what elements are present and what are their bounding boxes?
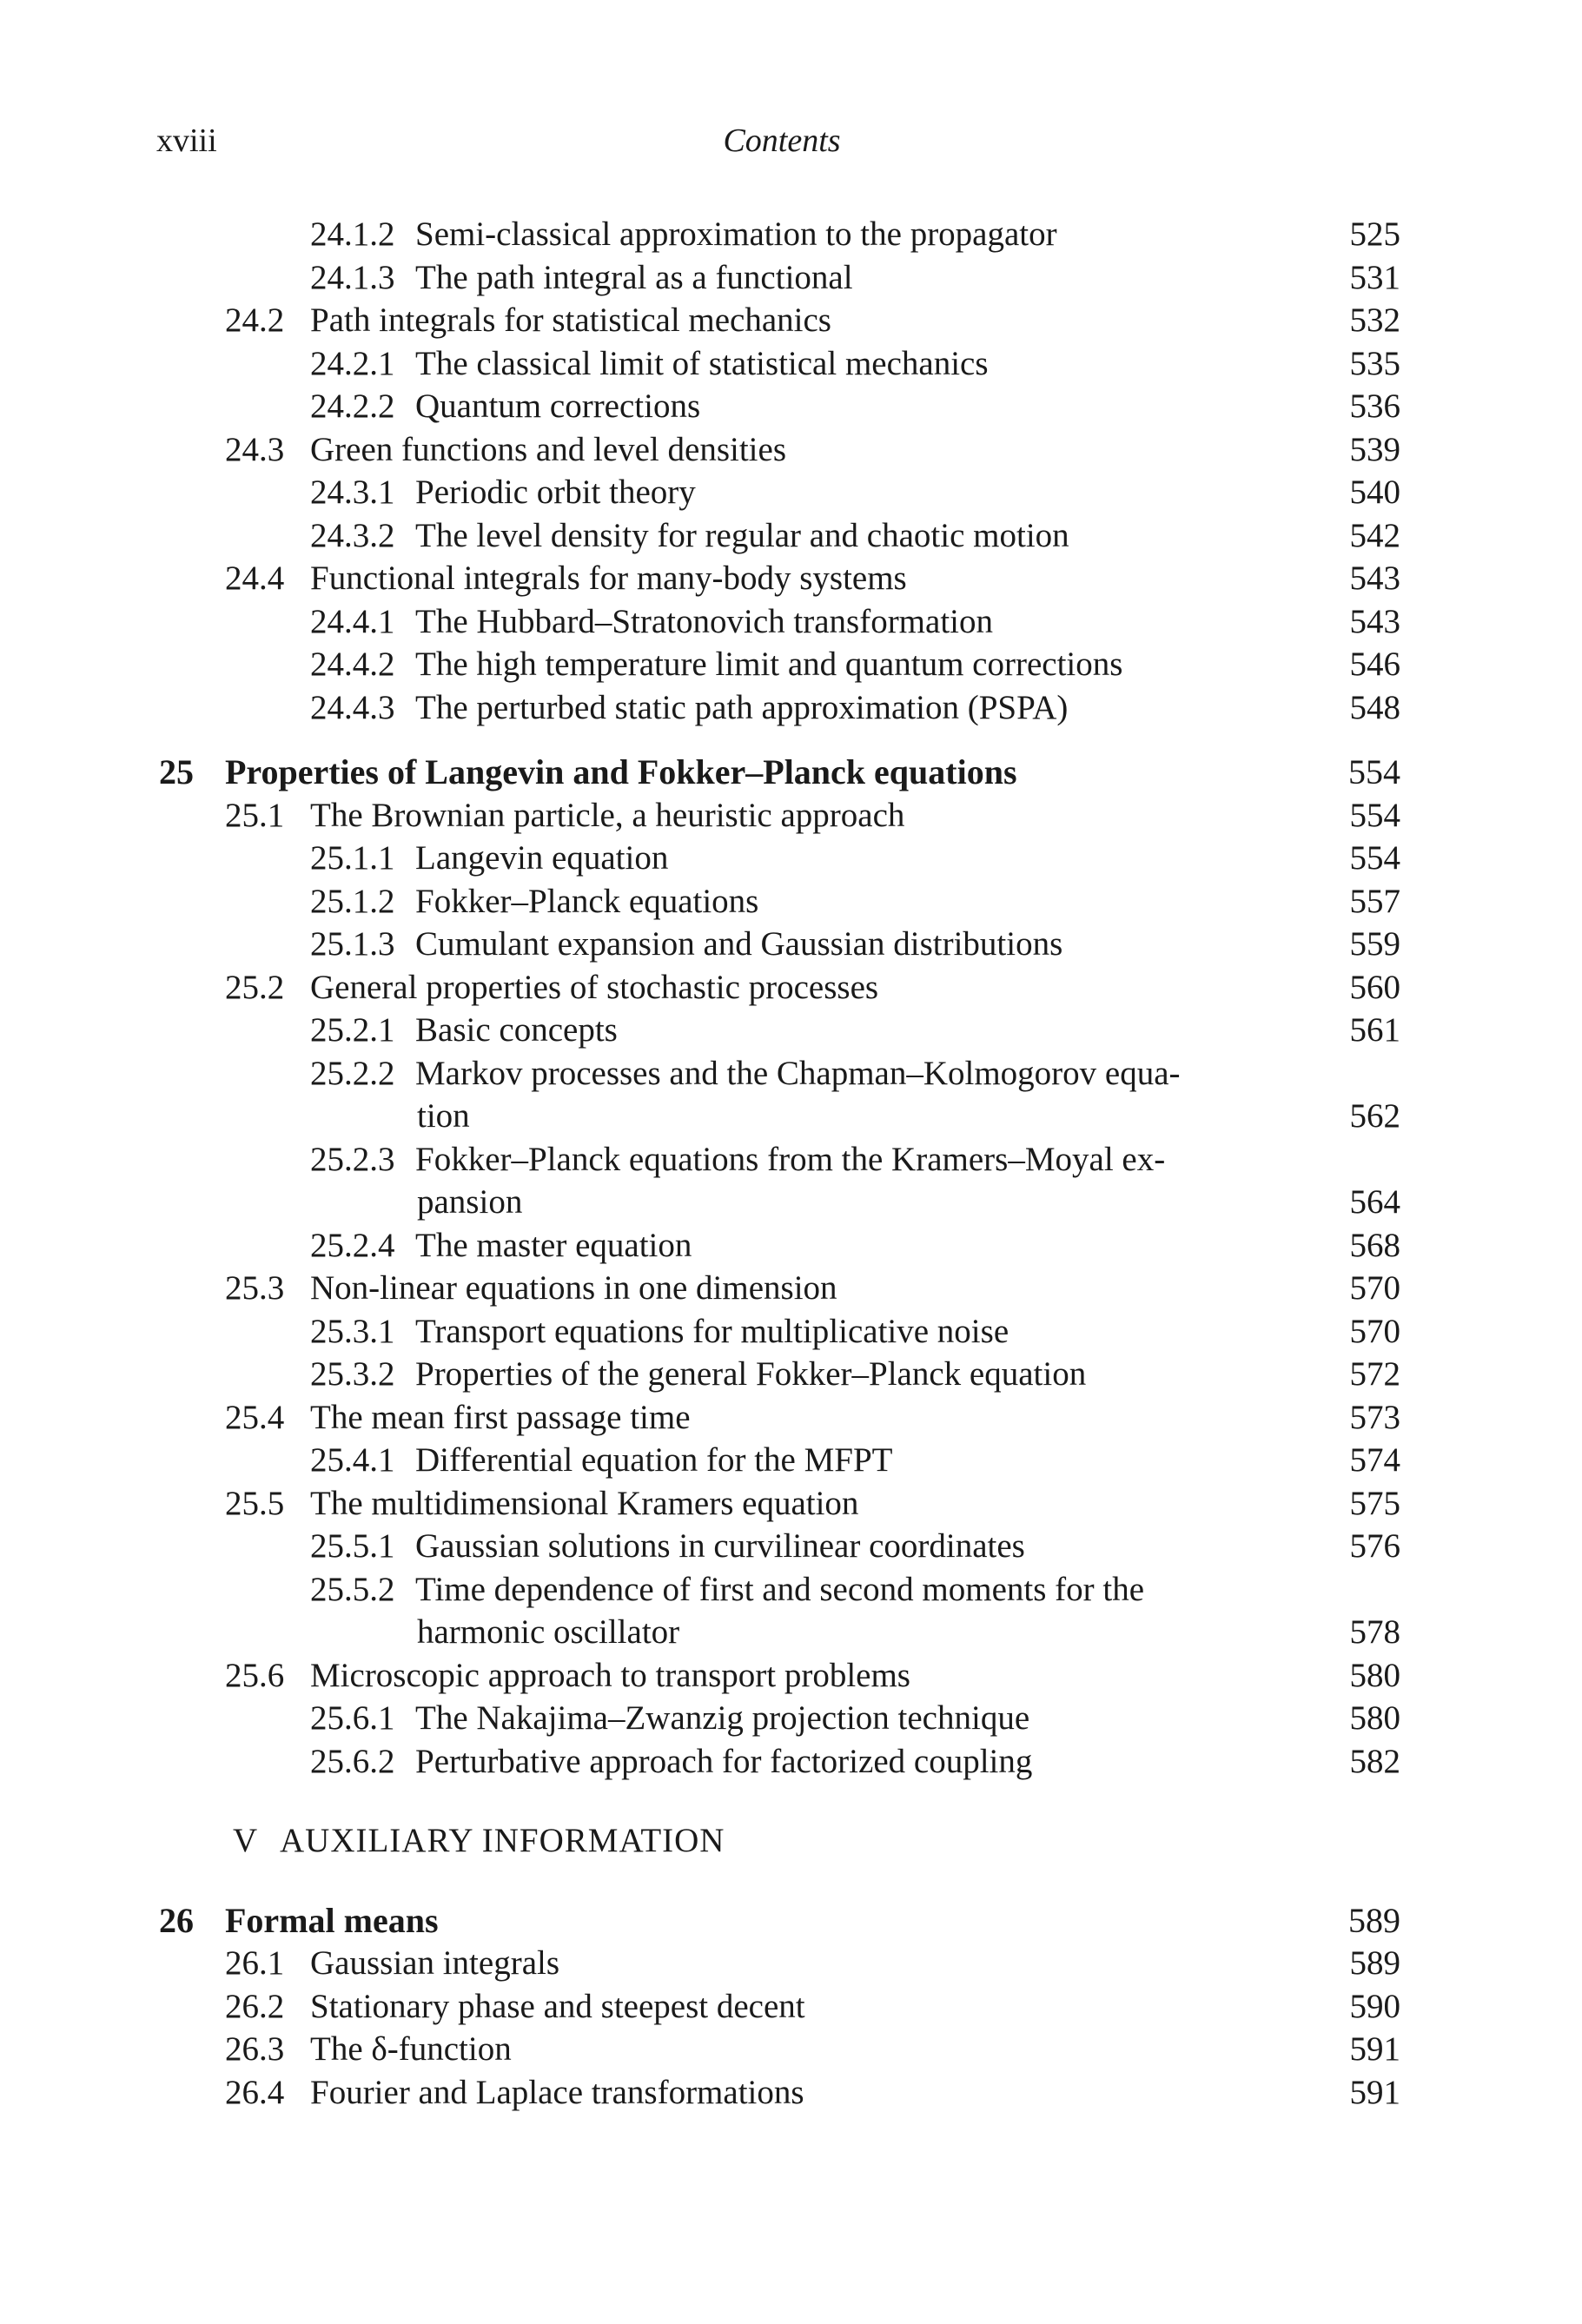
- toc-entry-number: 24.4.2: [310, 646, 395, 683]
- toc-entry[interactable]: [156, 256, 1407, 300]
- spacer: [156, 729, 1407, 751]
- toc-entry[interactable]: [156, 514, 1407, 558]
- toc-entry-title: The δ-function: [310, 2030, 512, 2068]
- toc-entry-number: 24.4: [225, 559, 285, 597]
- toc-entry-number: 24.3.1: [310, 473, 395, 511]
- toc-entry-number: 25.5.1: [310, 1527, 395, 1565]
- toc-entry-page: 543: [1349, 602, 1400, 640]
- toc-entry-title: Green functions and level densities: [310, 430, 786, 468]
- toc-entry-title: Semi-classical approximation to the propagator: [415, 215, 1057, 253]
- toc-entry-continuation[interactable]: [156, 1181, 1407, 1224]
- toc-entry-title: pansion: [417, 1183, 523, 1221]
- toc-entry-title: Fokker–Planck equations: [415, 882, 759, 920]
- toc-entry-title: Microscopic approach to transport problems: [310, 1656, 910, 1694]
- toc-entry-number: 24.3: [225, 430, 285, 468]
- toc-entry-title: Transport equations for multiplicative noise: [415, 1312, 1009, 1350]
- toc-entry-page: 554: [1349, 796, 1400, 834]
- toc-entry-page: 536: [1349, 387, 1400, 425]
- toc-entry-page: 554: [1349, 839, 1400, 877]
- toc-entry-page: 543: [1349, 559, 1400, 597]
- part-number: V: [233, 1822, 258, 1859]
- toc-entry-title: The mean first passage time: [310, 1398, 691, 1436]
- toc-entry[interactable]: [156, 1353, 1407, 1396]
- toc-entry[interactable]: [156, 2028, 1407, 2071]
- toc-entry-number: 25.6.2: [310, 1742, 395, 1780]
- toc-entry-number: 26.1: [225, 1944, 285, 1982]
- toc-entry-page: 590: [1349, 1987, 1400, 2025]
- toc-entry-title: Stationary phase and steepest decent: [310, 1987, 805, 2025]
- toc-entry-title: The Nakajima–Zwanzig projection technique: [415, 1699, 1030, 1737]
- toc-entry-page: 570: [1349, 1269, 1400, 1307]
- chapter-page: 589: [1348, 1900, 1400, 1940]
- toc-entry[interactable]: [156, 837, 1407, 880]
- running-title: Contents: [723, 122, 841, 159]
- toc-entry[interactable]: [156, 643, 1407, 686]
- toc-entry-title: The Hubbard–Stratonovich transformation: [415, 602, 993, 640]
- toc-entry-page: 560: [1349, 968, 1400, 1006]
- toc-entry-number: 25.1.1: [310, 839, 395, 877]
- toc-chapter-26[interactable]: [156, 1899, 1407, 1943]
- toc-entry-number: 25.5.2: [310, 1570, 395, 1608]
- toc-entry-title: Path integrals for statistical mechanics: [310, 301, 831, 339]
- toc-entry[interactable]: [156, 966, 1407, 1010]
- toc-entry[interactable]: [156, 600, 1407, 644]
- toc-entry-page: 559: [1349, 925, 1400, 963]
- toc-entry-page: 525: [1349, 215, 1400, 253]
- toc-entry-number: 24.2: [225, 301, 285, 339]
- toc-entry-page: 568: [1349, 1226, 1400, 1264]
- toc-entry-number: 26.4: [225, 2073, 285, 2111]
- toc-entry[interactable]: [156, 1568, 1407, 1612]
- toc-entry-title: Gaussian solutions in curvilinear coordinates: [415, 1527, 1025, 1565]
- toc-entry[interactable]: [156, 1654, 1407, 1698]
- toc-entry[interactable]: [156, 880, 1407, 924]
- toc-entry[interactable]: [156, 1396, 1407, 1440]
- toc-entry-page: 578: [1349, 1613, 1400, 1651]
- toc-entry-title: General properties of stochastic processes: [310, 968, 879, 1006]
- toc-entry-title: Quantum corrections: [415, 387, 701, 425]
- toc-entry-title: Fokker–Planck equations from the Kramers–Moyal ex-: [415, 1140, 1166, 1178]
- toc-entry-number: 24.4.3: [310, 688, 395, 726]
- toc-entry-number: 24.4.1: [310, 602, 395, 640]
- toc-entry[interactable]: [156, 686, 1407, 730]
- toc-entry-page: 575: [1349, 1484, 1400, 1522]
- table-of-contents: [156, 213, 1407, 2114]
- chapter-number: 26: [159, 1900, 194, 1940]
- toc-entry-number: 24.3.2: [310, 516, 395, 554]
- chapter-page: 554: [1348, 752, 1400, 791]
- toc-entry-number: 24.2.2: [310, 387, 395, 425]
- toc-entry-title: The multidimensional Kramers equation: [310, 1484, 859, 1522]
- toc-entry-page: 591: [1349, 2073, 1400, 2111]
- toc-entry-title: Functional integrals for many-body systems: [310, 559, 907, 597]
- toc-entry-page: 561: [1349, 1011, 1400, 1049]
- toc-entry-page: 562: [1349, 1097, 1400, 1135]
- toc-part-heading[interactable]: [156, 1819, 1407, 1863]
- toc-entry[interactable]: [156, 1525, 1407, 1568]
- toc-entry-number: 25.6: [225, 1656, 285, 1694]
- toc-entry-title: Non-linear equations in one dimension: [310, 1269, 837, 1307]
- toc-entry-number: 25.2.2: [310, 1054, 395, 1092]
- toc-entry-title: The classical limit of statistical mechanics: [415, 344, 989, 382]
- toc-entry[interactable]: [156, 428, 1407, 472]
- chapter-title: Formal means: [225, 1900, 439, 1940]
- toc-entry-number: 25.2.3: [310, 1140, 395, 1178]
- toc-entry-title: Markov processes and the Chapman–Kolmogorov equa-: [415, 1054, 1181, 1092]
- toc-entry-title: Perturbative approach for factorized coupling: [415, 1742, 1033, 1780]
- toc-entry-page: 576: [1349, 1527, 1400, 1565]
- spacer: [156, 1783, 1407, 1819]
- toc-entry-continuation[interactable]: [156, 1611, 1407, 1654]
- toc-entry-number: 24.2.1: [310, 344, 395, 382]
- toc-entry-number: 25.2: [225, 968, 285, 1006]
- toc-entry-number: 25.2.4: [310, 1226, 395, 1264]
- toc-entry-number: 25.1.2: [310, 882, 395, 920]
- toc-entry-number: 25.3: [225, 1269, 285, 1307]
- toc-entry[interactable]: [156, 299, 1407, 342]
- toc-entry[interactable]: [156, 557, 1407, 600]
- toc-entry-number: 25.2.1: [310, 1011, 395, 1049]
- toc-entry[interactable]: [156, 1310, 1407, 1354]
- toc-entry-number: 25.1.3: [310, 925, 395, 963]
- toc-entry-title: tion: [417, 1097, 470, 1135]
- toc-entry-number: 25.1: [225, 796, 285, 834]
- toc-entry-number: 25.4.1: [310, 1441, 395, 1479]
- toc-entry[interactable]: [156, 213, 1407, 256]
- toc-entry[interactable]: [156, 1009, 1407, 1052]
- toc-entry[interactable]: [156, 342, 1407, 386]
- chapter-title: Properties of Langevin and Fokker–Planck equations: [225, 752, 1017, 791]
- toc-entry-number: 24.1.2: [310, 215, 395, 253]
- toc-chapter-25[interactable]: [156, 751, 1407, 794]
- toc-entry-title: The high temperature limit and quantum corrections: [415, 646, 1123, 683]
- toc-entry-title: Basic concepts: [415, 1011, 618, 1049]
- toc-entry-page: 540: [1349, 473, 1400, 511]
- toc-entry-number: 25.4: [225, 1398, 285, 1436]
- toc-entry[interactable]: [156, 1985, 1407, 2029]
- toc-entry-title: Properties of the general Fokker–Planck equation: [415, 1355, 1087, 1393]
- toc-entry-number: 25.3.2: [310, 1355, 395, 1393]
- toc-entry-number: 25.3.1: [310, 1312, 395, 1350]
- toc-entry-page: 580: [1349, 1699, 1400, 1737]
- toc-entry-title: Cumulant expansion and Gaussian distributions: [415, 925, 1063, 963]
- toc-entry-page: 539: [1349, 430, 1400, 468]
- toc-entry-page: 580: [1349, 1656, 1400, 1694]
- toc-entry-page: 548: [1349, 688, 1400, 726]
- toc-entry-title: The level density for regular and chaotic motion: [415, 516, 1069, 554]
- chapter-number: 25: [159, 752, 194, 791]
- toc-entry-page: 542: [1349, 516, 1400, 554]
- toc-entry[interactable]: [156, 1052, 1407, 1096]
- toc-entry[interactable]: [156, 385, 1407, 428]
- toc-entry-continuation[interactable]: [156, 1095, 1407, 1138]
- toc-entry-page: 532: [1349, 301, 1400, 339]
- toc-entry[interactable]: [156, 1439, 1407, 1482]
- toc-entry-title: Langevin equation: [415, 839, 669, 877]
- toc-entry-page: 582: [1349, 1742, 1400, 1780]
- toc-entry[interactable]: [156, 1740, 1407, 1784]
- toc-entry-number: 25.6.1: [310, 1699, 395, 1737]
- toc-entry-page: 531: [1349, 258, 1400, 296]
- toc-entry-page: 572: [1349, 1355, 1400, 1393]
- toc-entry[interactable]: [156, 794, 1407, 838]
- toc-entry-title: The path integral as a functional: [415, 258, 853, 296]
- toc-entry-title: Differential equation for the MFPT: [415, 1441, 893, 1479]
- toc-entry[interactable]: [156, 1942, 1407, 1985]
- part-title: AUXILIARY INFORMATION: [280, 1822, 725, 1859]
- toc-entry-page: 589: [1349, 1944, 1400, 1982]
- toc-entry[interactable]: [156, 923, 1407, 966]
- toc-entry-page: 557: [1349, 882, 1400, 920]
- toc-entry-title: harmonic oscillator: [417, 1613, 680, 1651]
- toc-entry-title: Fourier and Laplace transformations: [310, 2073, 804, 2111]
- toc-entry[interactable]: [156, 1697, 1407, 1740]
- spacer: [156, 1863, 1407, 1899]
- toc-entry-title: The perturbed static path approximation (PSPA): [415, 688, 1069, 726]
- toc-entry-page: 574: [1349, 1441, 1400, 1479]
- toc-entry-page: 591: [1349, 2030, 1400, 2068]
- toc-entry[interactable]: [156, 1267, 1407, 1310]
- toc-entry-page: 546: [1349, 646, 1400, 683]
- toc-entry-page: 573: [1349, 1398, 1400, 1436]
- toc-entry[interactable]: [156, 1138, 1407, 1182]
- toc-entry-number: 26.3: [225, 2030, 285, 2068]
- toc-entry[interactable]: [156, 1224, 1407, 1268]
- toc-entry[interactable]: [156, 471, 1407, 514]
- toc-entry-page: 535: [1349, 344, 1400, 382]
- running-head: [156, 122, 1407, 165]
- toc-entry-number: 24.1.3: [310, 258, 395, 296]
- page-folio: xviii: [156, 122, 217, 159]
- toc-entry-number: 25.5: [225, 1484, 285, 1522]
- toc-entry[interactable]: [156, 1482, 1407, 1526]
- toc-entry-page: 570: [1349, 1312, 1400, 1350]
- toc-entry-title: Periodic orbit theory: [415, 473, 696, 511]
- toc-entry-title: The Brownian particle, a heuristic approach: [310, 796, 905, 834]
- toc-entry-title: Time dependence of first and second moments for the: [415, 1570, 1145, 1608]
- toc-entry-page: 564: [1349, 1183, 1400, 1221]
- toc-entry-number: 26.2: [225, 1987, 285, 2025]
- toc-entry[interactable]: [156, 2071, 1407, 2115]
- toc-entry-title: Gaussian integrals: [310, 1944, 560, 1982]
- toc-entry-title: The master equation: [415, 1226, 692, 1264]
